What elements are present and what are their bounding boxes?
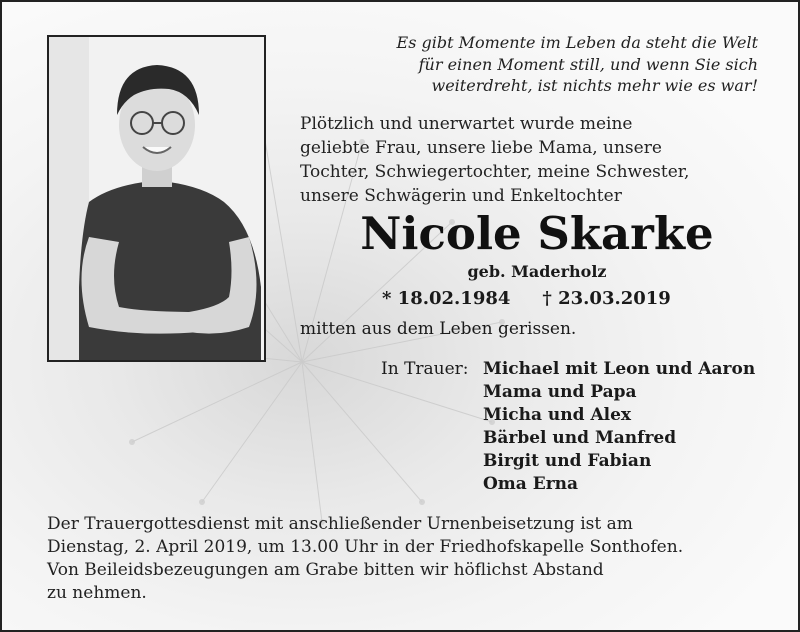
death-date: † 23.03.2019 (542, 288, 671, 309)
mourner-name: Mama und Papa (483, 382, 637, 402)
memorial-quote: Es gibt Momente im Leben da steht die Welt für einen Moment still, und wenn Sie sich weiterdreht, ist nichts mehr wie es war! (396, 33, 758, 95)
mourner-name: Birgit und Fabian (483, 451, 652, 471)
mourner-name: Bärbel und Manfred (483, 428, 677, 448)
birth-date: * 18.02.1984 (382, 288, 511, 309)
deceased-name: Nicole Skarke (360, 207, 714, 260)
life-dates (382, 287, 671, 311)
mourner-name: Micha und Alex (483, 405, 632, 425)
birth-name: geb. Maderholz (467, 262, 607, 281)
mourners-list (381, 358, 755, 496)
funeral-service-info: Der Trauergottesdienst mit anschließender Urnenbeisetzung ist am Dienstag, 2. April 2019, um 13.00 Uhr in der Friedhofskapelle Sonthofen. Von Beileidsbezeugungen am Grabe bitten wir höflichst Abstand zu nehmen. (47, 514, 684, 603)
mourner-names (483, 358, 755, 496)
torn-from-life-text: mitten aus dem Leben gerissen. (300, 319, 577, 339)
intro-text: Plötzlich und unerwartet wurde meine geliebte Frau, unsere liebe Mama, unsere Tochter, Schwiegertochter, meine Schwester, unsere Schwägerin und Enkeltochter (300, 114, 690, 206)
mourner-name: Michael mit Leon und Aaron (483, 359, 756, 379)
mourning-label: In Trauer: (381, 359, 469, 379)
portrait-photo (47, 35, 266, 362)
mourner-name: Oma Erna (483, 474, 579, 494)
